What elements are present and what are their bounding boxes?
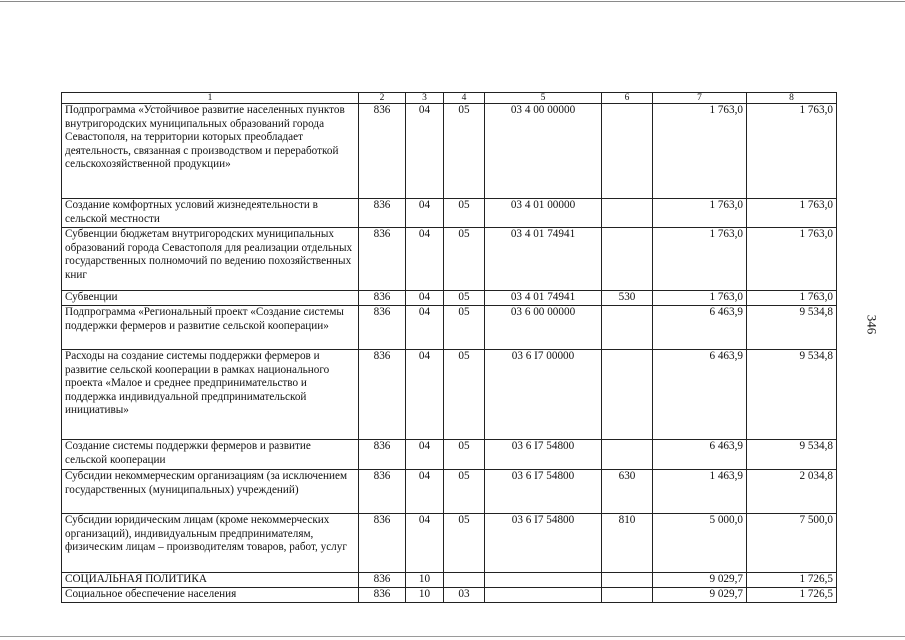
cell-amount-2: 2 034,8 <box>747 470 837 514</box>
cell-amount-2: 1 726,5 <box>747 588 837 603</box>
table-row <box>62 291 837 306</box>
cell-amount-1: 1 763,0 <box>653 199 747 228</box>
scan-edge-top <box>0 1 905 2</box>
cell-expense-type <box>602 573 653 588</box>
table-row <box>62 514 837 573</box>
table-row <box>62 588 837 603</box>
cell-section: 04 <box>406 291 444 306</box>
table-row <box>62 228 837 291</box>
cell-target-article <box>485 588 602 603</box>
table-row <box>62 104 837 199</box>
row-name: Создание системы поддержки фермеров и развитие сельской кооперации <box>62 440 359 470</box>
cell-amount-1: 1 463,9 <box>653 470 747 514</box>
cell-amount-2: 1 763,0 <box>747 291 837 306</box>
cell-amount-1: 6 463,9 <box>653 306 747 350</box>
cell-ministry: 836 <box>359 588 406 603</box>
header-cell: 7 <box>653 93 747 104</box>
header-cell: 8 <box>747 93 837 104</box>
cell-expense-type <box>602 306 653 350</box>
cell-amount-2: 7 500,0 <box>747 514 837 573</box>
cell-subsection: 05 <box>444 350 485 440</box>
cell-ministry: 836 <box>359 104 406 199</box>
cell-target-article <box>485 573 602 588</box>
header-cell: 3 <box>406 93 444 104</box>
row-name: Подпрограмма «Региональный проект «Создание системы поддержки фермеров и развитие сельской кооперации» <box>62 306 359 350</box>
cell-target-article: 03 6 I7 54800 <box>485 470 602 514</box>
table-row <box>62 199 837 228</box>
cell-section: 10 <box>406 588 444 603</box>
page-number: 346 <box>864 314 880 335</box>
cell-ministry: 836 <box>359 573 406 588</box>
cell-amount-2: 9 534,8 <box>747 440 837 470</box>
cell-target-article: 03 4 01 00000 <box>485 199 602 228</box>
row-name: Субвенции бюджетам внутригородских муниципальных образований города Севастополя для реализации отдельных государственных полномочий по ведению похозяйственных книг <box>62 228 359 291</box>
cell-expense-type <box>602 104 653 199</box>
cell-target-article: 03 6 I7 54800 <box>485 440 602 470</box>
cell-section: 04 <box>406 104 444 199</box>
table-row <box>62 350 837 440</box>
cell-ministry: 836 <box>359 514 406 573</box>
table-row <box>62 440 837 470</box>
cell-amount-2: 1 763,0 <box>747 199 837 228</box>
cell-amount-1: 1 763,0 <box>653 291 747 306</box>
cell-section: 04 <box>406 350 444 440</box>
cell-subsection: 03 <box>444 588 485 603</box>
cell-target-article: 03 4 01 74941 <box>485 228 602 291</box>
cell-target-article: 03 6 I7 00000 <box>485 350 602 440</box>
cell-target-article: 03 6 I7 54800 <box>485 514 602 573</box>
row-name: СОЦИАЛЬНАЯ ПОЛИТИКА <box>62 573 359 588</box>
cell-target-article: 03 4 01 74941 <box>485 291 602 306</box>
header-cell: 4 <box>444 93 485 104</box>
cell-expense-type: 530 <box>602 291 653 306</box>
cell-subsection: 05 <box>444 228 485 291</box>
cell-subsection: 05 <box>444 470 485 514</box>
cell-ministry: 836 <box>359 291 406 306</box>
cell-ministry: 836 <box>359 228 406 291</box>
cell-subsection: 05 <box>444 104 485 199</box>
table-row <box>62 470 837 514</box>
table-row <box>62 306 837 350</box>
cell-ministry: 836 <box>359 199 406 228</box>
cell-section: 04 <box>406 440 444 470</box>
cell-expense-type: 810 <box>602 514 653 573</box>
cell-expense-type <box>602 588 653 603</box>
scan-edge-bottom <box>0 636 905 637</box>
row-name: Субсидии некоммерческим организациям (за исключением государственных (муниципальных) учреждений) <box>62 470 359 514</box>
cell-amount-1: 1 763,0 <box>653 228 747 291</box>
cell-section: 04 <box>406 470 444 514</box>
header-cell: 6 <box>602 93 653 104</box>
cell-amount-2: 1 726,5 <box>747 573 837 588</box>
cell-expense-type <box>602 440 653 470</box>
header-cell: 2 <box>359 93 406 104</box>
table-row <box>62 573 837 588</box>
cell-subsection <box>444 573 485 588</box>
cell-section: 04 <box>406 228 444 291</box>
row-name: Подпрограмма «Устойчивое развитие населенных пунктов внутригородских муниципальных образований города Севастополя, на территории которых преобладает деятельность, связанная с производством и переработкой сельскохозяйственной продукции» <box>62 104 359 199</box>
cell-ministry: 836 <box>359 350 406 440</box>
cell-subsection: 05 <box>444 514 485 573</box>
cell-amount-1: 9 029,7 <box>653 588 747 603</box>
cell-ministry: 836 <box>359 470 406 514</box>
cell-amount-2: 1 763,0 <box>747 228 837 291</box>
cell-section: 10 <box>406 573 444 588</box>
row-name: Субсидии юридическим лицам (кроме некоммерческих организаций), индивидуальным предпринимателям, физическим лицам – производителям товаров, работ, услуг <box>62 514 359 573</box>
cell-amount-2: 9 534,8 <box>747 350 837 440</box>
cell-target-article: 03 6 00 00000 <box>485 306 602 350</box>
cell-expense-type <box>602 228 653 291</box>
cell-amount-1: 5 000,0 <box>653 514 747 573</box>
column-numbers-row <box>62 93 837 104</box>
cell-amount-1: 1 763,0 <box>653 104 747 199</box>
budget-table <box>61 92 837 603</box>
cell-ministry: 836 <box>359 440 406 470</box>
cell-section: 04 <box>406 514 444 573</box>
cell-amount-1: 9 029,7 <box>653 573 747 588</box>
cell-amount-2: 9 534,8 <box>747 306 837 350</box>
header-cell: 5 <box>485 93 602 104</box>
row-name: Создание комфортных условий жизнедеятельности в сельской местности <box>62 199 359 228</box>
cell-expense-type: 630 <box>602 470 653 514</box>
row-name: Социальное обеспечение населения <box>62 588 359 603</box>
row-name: Расходы на создание системы поддержки фермеров и развитие сельской кооперации в рамках национального проекта «Малое и среднее предпринимательство и поддержка индивидуальной предпринимательской инициативы» <box>62 350 359 440</box>
cell-subsection: 05 <box>444 440 485 470</box>
header-cell: 1 <box>62 93 359 104</box>
cell-ministry: 836 <box>359 306 406 350</box>
cell-subsection: 05 <box>444 306 485 350</box>
cell-amount-2: 1 763,0 <box>747 104 837 199</box>
cell-subsection: 05 <box>444 291 485 306</box>
cell-amount-1: 6 463,9 <box>653 350 747 440</box>
cell-subsection: 05 <box>444 199 485 228</box>
row-name: Субвенции <box>62 291 359 306</box>
cell-section: 04 <box>406 306 444 350</box>
cell-amount-1: 6 463,9 <box>653 440 747 470</box>
cell-expense-type <box>602 199 653 228</box>
cell-section: 04 <box>406 199 444 228</box>
cell-expense-type <box>602 350 653 440</box>
cell-target-article: 03 4 00 00000 <box>485 104 602 199</box>
